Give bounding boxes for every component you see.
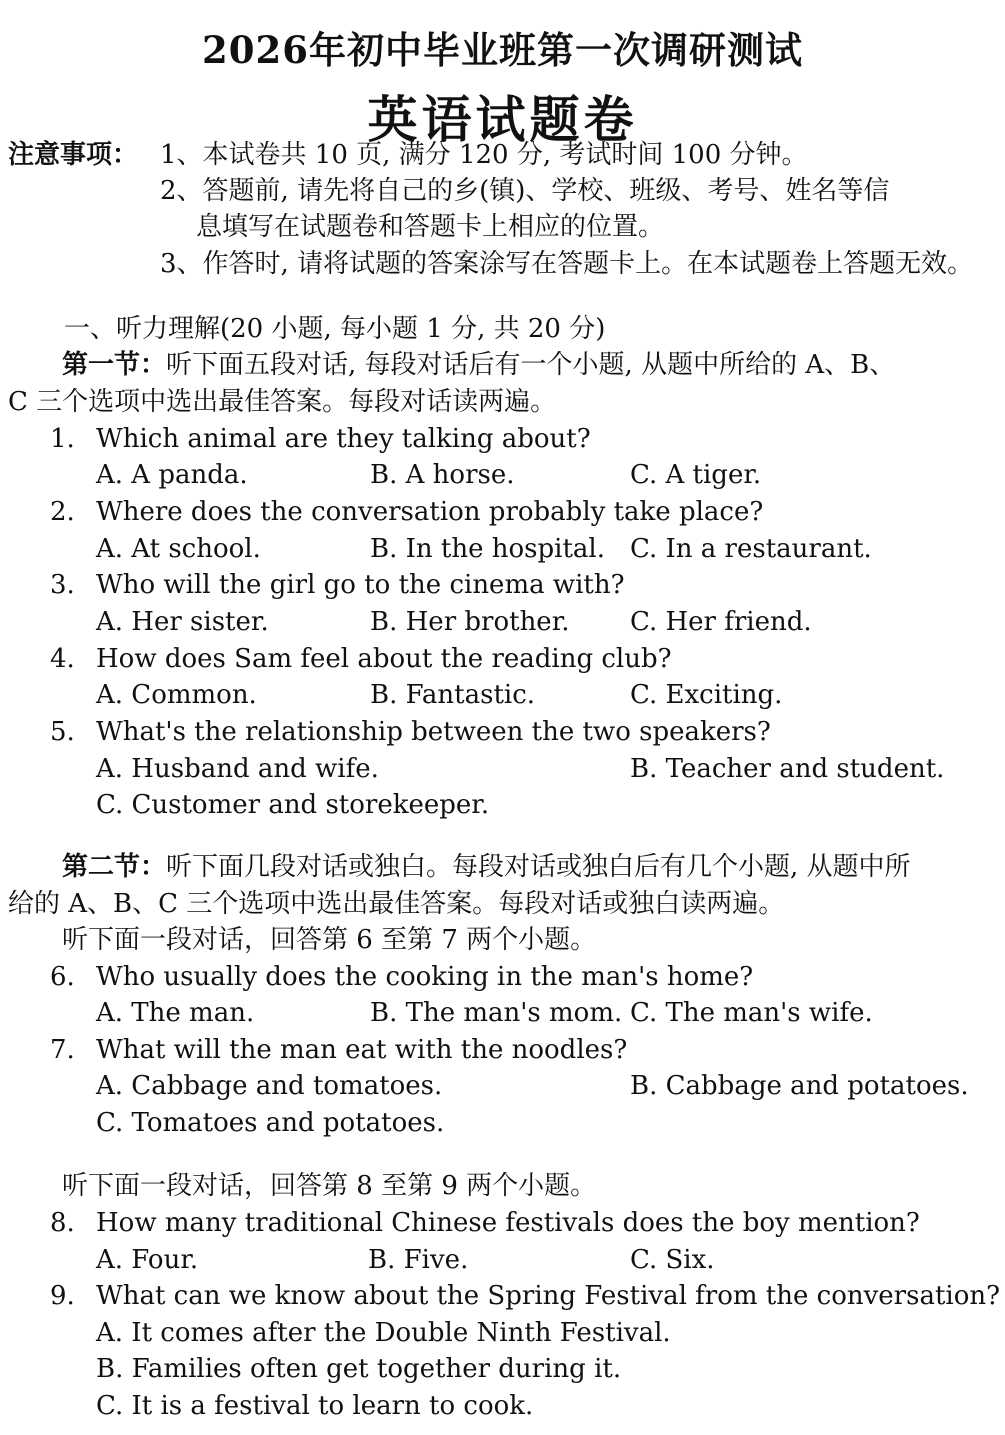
option-a: A. A panda. <box>96 460 248 490</box>
section2-label: 第二节： <box>62 852 167 882</box>
note-item-3: 3、作答时, 请将试题的答案涂写在答题卡上。在本试题卷上答题无效。 <box>160 249 974 279</box>
question-number: 5. <box>50 717 75 747</box>
section1-instructions <box>62 348 895 382</box>
section1-text-line1: 听下面五段对话, 每段对话后有一个小题, 从题中所给的 A、B、 <box>166 350 896 380</box>
question-number: 6. <box>50 962 75 992</box>
note-item-2-line2: 息填写在试题卷和答题卡上相应的位置。 <box>196 212 665 242</box>
exam-title: 2026年初中毕业班第一次调研测试 <box>202 28 803 72</box>
option-c: C. Six. <box>630 1245 715 1275</box>
note-item-1: 1、本试卷共 10 页, 满分 120 分, 考试时间 100 分钟。 <box>160 140 808 170</box>
option-b: B. Her brother. <box>370 607 570 637</box>
part1-heading: 一、听力理解(20 小题, 每小题 1 分, 共 20 分) <box>64 314 606 344</box>
option-c: C. A tiger. <box>630 460 762 490</box>
question-text: Who usually does the cooking in the man's home? <box>96 962 754 992</box>
option-a: A. Common. <box>96 680 257 710</box>
option-a: A. Four. <box>96 1245 199 1275</box>
option-c: C. Customer and storekeeper. <box>96 790 490 820</box>
option-a: A. Cabbage and tomatoes. <box>96 1071 443 1101</box>
option-b: B. Fantastic. <box>370 680 536 710</box>
question-number: 2. <box>50 497 75 527</box>
question-number: 9. <box>50 1281 75 1311</box>
option-c: C. The man's wife. <box>630 998 873 1028</box>
option-b: B. A horse. <box>370 460 515 490</box>
question-text: Which animal are they talking about? <box>96 424 591 454</box>
question-text: Where does the conversation probably take place? <box>96 497 764 527</box>
question-number: 4. <box>50 644 75 674</box>
question-number: 7. <box>50 1035 75 1065</box>
question-number: 8. <box>50 1208 75 1238</box>
option-b: B. The man's mom. <box>370 998 623 1028</box>
option-c: C. Exciting. <box>630 680 783 710</box>
note-item-2-line1: 2、答题前, 请先将自己的乡(镇)、学校、班级、考号、姓名等信 <box>160 176 890 206</box>
option-a: A. It comes after the Double Ninth Festival. <box>96 1318 671 1348</box>
section2-text-line1: 听下面几段对话或独白。每段对话或独白后有几个小题, 从题中所 <box>166 852 911 882</box>
question-text: How many traditional Chinese festivals does the boy mention? <box>96 1208 920 1238</box>
question-number: 3. <box>50 570 75 600</box>
question-text: What's the relationship between the two speakers? <box>96 717 771 747</box>
option-b: B. In the hospital. <box>370 534 605 564</box>
section2-text-line2: 给的 A、B、C 三个选项中选出最佳答案。每段对话或独白读两遍。 <box>8 889 785 919</box>
option-c: C. In a restaurant. <box>630 534 872 564</box>
option-c: C. Tomatoes and potatoes. <box>96 1108 445 1138</box>
section2-instructions <box>62 850 911 884</box>
option-a: A. Husband and wife. <box>96 754 379 784</box>
option-c: C. It is a festival to learn to cook. <box>96 1391 534 1421</box>
option-b: B. Five. <box>368 1245 469 1275</box>
option-a: A. Her sister. <box>96 607 269 637</box>
section1-label: 第一节： <box>62 350 167 380</box>
question-text: Who will the girl go to the cinema with? <box>96 570 625 600</box>
dialog-instruction-6-7: 听下面一段对话，回答第 6 至第 7 两个小题。 <box>62 925 597 955</box>
question-text: What will the man eat with the noodles? <box>96 1035 628 1065</box>
option-b: B. Teacher and student. <box>630 754 945 784</box>
question-text: What can we know about the Spring Festival from the conversation? <box>96 1281 1001 1311</box>
option-b: B. Cabbage and potatoes. <box>630 1071 969 1101</box>
dialog-instruction-8-9: 听下面一段对话，回答第 8 至第 9 两个小题。 <box>62 1171 597 1201</box>
option-c: C. Her friend. <box>630 607 812 637</box>
option-a: A. The man. <box>96 998 255 1028</box>
option-b: B. Families often get together during it. <box>96 1354 622 1384</box>
question-text: How does Sam feel about the reading club? <box>96 644 672 674</box>
exam-subtitle: 英语试题卷 <box>367 90 638 149</box>
notes-label: 注意事项： <box>8 140 139 170</box>
option-a: A. At school. <box>96 534 261 564</box>
section1-text-line2: C 三个选项中选出最佳答案。每段对话读两遍。 <box>8 387 557 417</box>
question-number: 1. <box>50 424 75 454</box>
